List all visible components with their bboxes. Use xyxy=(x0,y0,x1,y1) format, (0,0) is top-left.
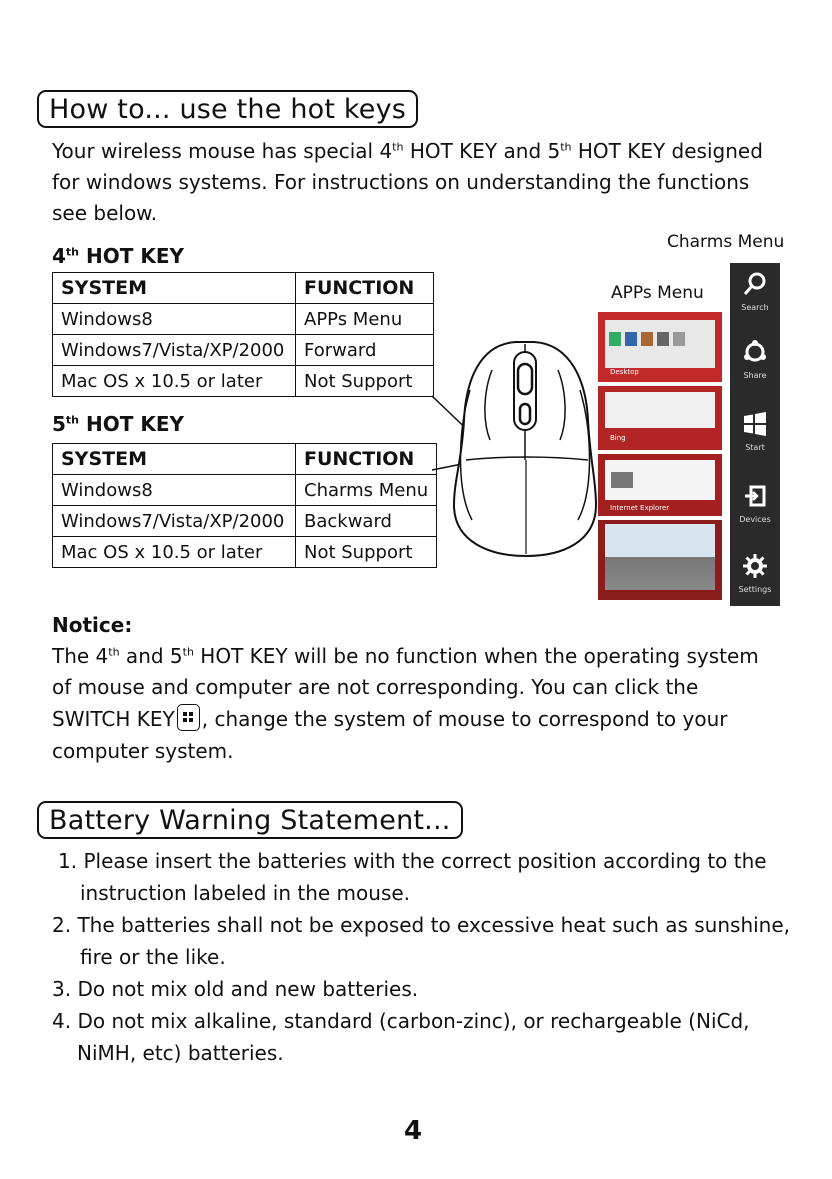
table-header-system: SYSTEM xyxy=(53,444,296,475)
list-item: 1. Please insert the batteries with the correct position according to the xyxy=(58,849,767,873)
table-cell: Windows8 xyxy=(53,304,296,335)
notice-line-1: The 4th and 5th HOT KEY will be no function when the operating system xyxy=(52,644,759,668)
charm-start: Start xyxy=(730,411,780,452)
table-cell: Windows7/Vista/XP/2000 xyxy=(53,335,296,366)
table-cell: APPs Menu xyxy=(296,304,434,335)
charms-bar xyxy=(730,263,780,606)
battery-title: Battery Warning Statement... xyxy=(37,801,463,839)
hotkeys-title: How to... use the hot keys xyxy=(37,90,418,128)
table-cell: Windows7/Vista/XP/2000 xyxy=(53,506,296,537)
table-header-function: FUNCTION xyxy=(296,444,437,475)
notice-title: Notice: xyxy=(52,613,133,637)
share-icon xyxy=(742,339,768,365)
table-row xyxy=(53,444,437,475)
table-cell: Mac OS x 10.5 or later xyxy=(53,366,296,397)
intro-line-1: Your wireless mouse has special 4th HOT KEY and 5th HOT KEY designed xyxy=(52,139,763,163)
table-row xyxy=(53,366,434,397)
table-row xyxy=(53,475,437,506)
list-item: 2. The batteries shall not be exposed to excessive heat such as sunshine, xyxy=(52,913,791,937)
apps-menu-label: APPs Menu xyxy=(611,283,704,303)
devices-icon xyxy=(742,483,768,509)
search-icon xyxy=(742,271,768,297)
table-row xyxy=(53,506,437,537)
table-row xyxy=(53,537,437,568)
tile-label: Desktop xyxy=(610,368,639,376)
tile-bing xyxy=(598,386,722,450)
tile-photo xyxy=(598,520,722,600)
list-item: 3. Do not mix old and new batteries. xyxy=(52,977,419,1001)
charm-settings: Settings xyxy=(730,553,780,594)
hk5-title: 5th HOT KEY xyxy=(52,412,184,436)
intro-line-2: for windows systems. For instructions on understanding the functions xyxy=(52,170,750,194)
charm-share: Share xyxy=(730,339,780,380)
hk4-table xyxy=(52,272,434,397)
table-cell: Mac OS x 10.5 or later xyxy=(53,537,296,568)
table-row xyxy=(53,273,434,304)
notice-line-2: of mouse and computer are not corresponding. You can click the xyxy=(52,675,699,699)
tile-label: Bing xyxy=(610,434,626,442)
list-item: 4. Do not mix alkaline, standard (carbon-zinc), or rechargeable (NiCd, xyxy=(52,1009,750,1033)
table-row xyxy=(53,335,434,366)
windows-logo-icon xyxy=(742,411,768,437)
mouse-illustration-icon xyxy=(430,330,610,560)
table-cell: Windows8 xyxy=(53,475,296,506)
table-cell: Forward xyxy=(296,335,434,366)
tile-internet-explorer xyxy=(598,454,722,516)
list-item-cont: instruction labeled in the mouse. xyxy=(80,881,411,905)
gear-icon xyxy=(742,553,768,579)
list-item-cont: NiMH, etc) batteries. xyxy=(77,1041,284,1065)
page-number: 4 xyxy=(404,1116,423,1146)
intro-line-3: see below. xyxy=(52,201,158,225)
notice-line-3: SWITCH KEY , change the system of mouse to correspond to your xyxy=(52,704,728,735)
list-item-cont: fire or the like. xyxy=(80,945,226,969)
hk5-table xyxy=(52,443,437,568)
charm-search: Search xyxy=(730,271,780,312)
table-header-function: FUNCTION xyxy=(296,273,434,304)
table-header-system: SYSTEM xyxy=(53,273,296,304)
charms-menu-label: Charms Menu xyxy=(667,232,785,252)
table-row xyxy=(53,304,434,335)
hk4-title: 4th HOT KEY xyxy=(52,244,184,268)
table-cell: Not Support xyxy=(296,366,434,397)
tile-label: Internet Explorer xyxy=(610,504,670,512)
charm-devices: Devices xyxy=(730,483,780,524)
table-cell: Not Support xyxy=(296,537,437,568)
table-cell: Charms Menu xyxy=(296,475,437,506)
notice-line-4: computer system. xyxy=(52,739,234,763)
table-cell: Backward xyxy=(296,506,437,537)
tile-desktop xyxy=(598,312,722,382)
switch-key-icon xyxy=(177,704,200,731)
